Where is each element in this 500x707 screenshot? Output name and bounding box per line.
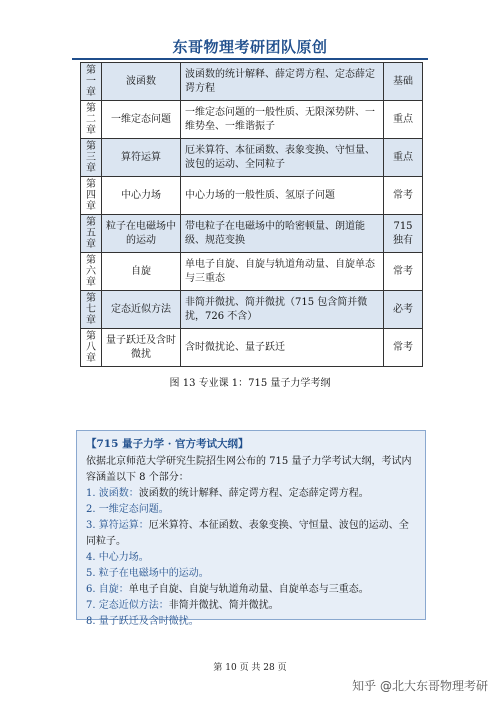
description-cell: 一维定态问题的一般性质、无限深势阱、一维势垒、一维谐振子 (181, 101, 384, 139)
level-cell: 常考 (384, 253, 423, 291)
topic-cell: 中心力场 (102, 177, 181, 215)
syllabus-item (86, 518, 416, 550)
official-syllabus-box (76, 430, 426, 627)
chapter-char: 章 (86, 201, 96, 212)
page-header-title: 东哥物理考研团队原创 (172, 38, 328, 56)
syllabus-item-label: 5. 粒子在电磁场中的运动。 (86, 568, 209, 579)
table-row (81, 329, 423, 367)
syllabus-outline-table (80, 62, 423, 367)
syllabus-item-label: 4. 中心力场。 (86, 552, 149, 563)
chapter-char: 章 (86, 87, 96, 98)
chapter-char: 第 (86, 293, 96, 304)
chapter-char: 第 (86, 217, 96, 228)
chapter-char: 第 (86, 103, 96, 114)
chapter-cell (81, 63, 102, 101)
syllabus-item-label: 2. 一维定态问题。 (86, 504, 169, 515)
syllabus-item-label: 6. 自旋： (86, 584, 129, 595)
chapter-cell (81, 291, 102, 329)
syllabus-item-text: 非简并微扰、简并微扰。 (168, 600, 279, 611)
table-row (81, 63, 423, 101)
chapter-char: 章 (86, 315, 96, 326)
topic-cell: 一维定态问题 (102, 101, 181, 139)
description-cell: 含时微扰论、量子跃迁 (181, 329, 384, 367)
topic-cell: 自旋 (102, 253, 181, 291)
chapter-char: 章 (86, 125, 96, 136)
topic-cell: 粒子在电磁场中的运动 (102, 215, 181, 253)
syllabus-item-label: 8. 量子跃迁及含时微扰。 (86, 616, 199, 627)
level-cell: 715 独有 (384, 215, 423, 253)
syllabus-item (86, 614, 416, 630)
syllabus-item-text: 波函数的统计解释、薛定谔方程、定态薛定谔方程。 (138, 488, 369, 499)
topic-cell: 算符运算 (102, 139, 181, 177)
table-row (81, 253, 423, 291)
level-cell: 必考 (384, 291, 423, 329)
chapter-char: 第 (86, 331, 96, 342)
chapter-cell (81, 215, 102, 253)
topic-cell: 量子跃迁及含时微扰 (102, 329, 181, 367)
table-row (81, 291, 423, 329)
syllabus-item (86, 486, 416, 502)
chapter-char: 三 (86, 152, 96, 163)
chapter-cell (81, 139, 102, 177)
chapter-char: 二 (86, 114, 96, 125)
description-cell: 带电粒子在电磁场中的哈密顿量、朗道能级、规范变换 (181, 215, 384, 253)
syllabus-item (86, 502, 416, 518)
figure-caption: 图 13 专业课 1：715 量子力学考纲 (169, 378, 331, 389)
chapter-char: 六 (86, 266, 96, 277)
syllabus-item-label: 3. 算符运算： (86, 520, 149, 531)
zhihu-watermark: 知乎 @北大东哥物理考研 (352, 679, 488, 693)
chapter-char: 章 (86, 277, 96, 288)
table-row (81, 101, 423, 139)
chapter-char: 第 (86, 65, 96, 76)
syllabus-item (86, 598, 416, 614)
syllabus-item-label: 1. 波函数： (86, 488, 139, 499)
level-cell: 重点 (384, 139, 423, 177)
chapter-char: 章 (86, 353, 96, 364)
topic-cell: 定态近似方法 (102, 291, 181, 329)
chapter-cell (81, 101, 102, 139)
syllabus-intro: 依据北京师范大学研究生院招生网公布的 715 量子力学考试大纲，考试内容涵盖以下 8 个部分： (86, 456, 412, 483)
level-cell: 基础 (384, 63, 423, 101)
description-cell: 中心力场的一般性质、氢原子问题 (181, 177, 384, 215)
chapter-char: 第 (86, 255, 96, 266)
level-cell: 常考 (384, 329, 423, 367)
chapter-char: 章 (86, 239, 96, 250)
chapter-char: 四 (86, 190, 96, 201)
syllabus-item-text: 单电子自旋、自旋与轨道角动量、自旋单态与三重态。 (128, 584, 369, 595)
description-cell: 厄米算符、本征函数、表象变换、守恒量、波包的运动、全同粒子 (181, 139, 384, 177)
chapter-char: 七 (86, 304, 96, 315)
table-row (81, 177, 423, 215)
chapter-cell (81, 177, 102, 215)
description-cell: 非简并微扰、简并微扰（715 包含简并微扰，726 不含） (181, 291, 384, 329)
level-cell: 重点 (384, 101, 423, 139)
chapter-char: 第 (86, 141, 96, 152)
syllabus-item (86, 582, 416, 598)
chapter-char: 章 (86, 163, 96, 174)
chapter-cell (81, 329, 102, 367)
topic-cell: 波函数 (102, 63, 181, 101)
syllabus-box-title: 【715 量子力学 · 官方考试大纲】 (86, 438, 249, 450)
syllabus-item (86, 550, 416, 566)
syllabus-item (86, 566, 416, 582)
description-cell: 单电子自旋、自旋与轨道角动量、自旋单态与三重态 (181, 253, 384, 291)
chapter-char: 第 (86, 179, 96, 190)
syllabus-item-text: 厄米算符、本征函数、表象变换、守恒量、波包的运动、全同粒子。 (86, 520, 409, 547)
table-row (81, 139, 423, 177)
table-row (81, 215, 423, 253)
chapter-cell (81, 253, 102, 291)
chapter-char: 五 (86, 228, 96, 239)
chapter-char: 八 (86, 342, 96, 353)
syllabus-item-label: 7. 定态近似方法： (86, 600, 169, 611)
level-cell: 常考 (384, 177, 423, 215)
header-divider (72, 58, 428, 60)
chapter-char: 一 (86, 76, 96, 87)
description-cell: 波函数的统计解释、薛定谔方程、定态薛定谔方程 (181, 63, 384, 101)
page-number: 第 10 页 共 28 页 (213, 663, 287, 673)
